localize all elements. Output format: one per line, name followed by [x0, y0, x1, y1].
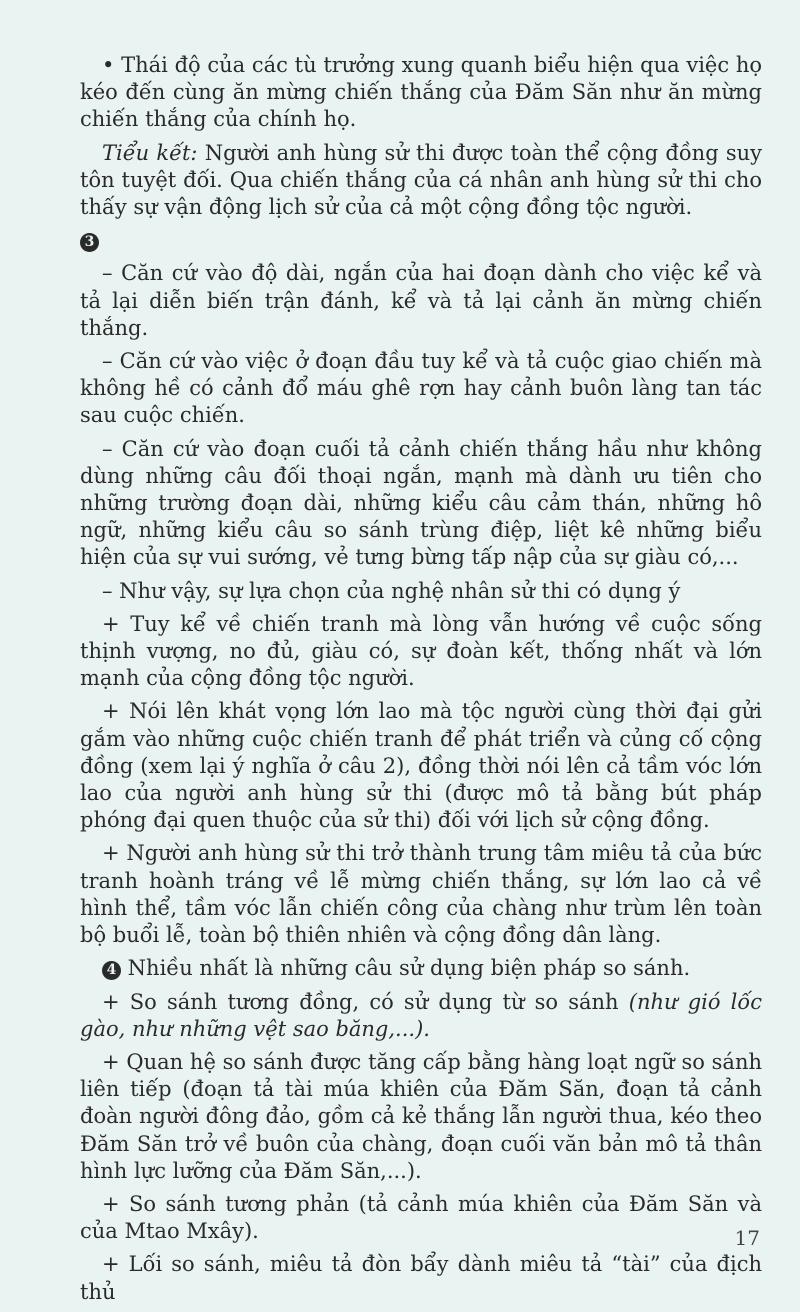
section-marker-3	[80, 227, 762, 254]
circled-number-4: 4	[102, 961, 121, 980]
similarity-text: + So sánh tương đồng, có sử dụng từ so sánh	[102, 989, 629, 1014]
paragraph-point-prosperity: + Tuy kể về chiến tranh mà lòng vẫn hướng về cuộc sống thịnh vượng, no đủ, giàu có, sự đoàn kết, thống nhất và lớn mạnh của cộng đồng tộc người.	[80, 611, 762, 691]
paragraph-comparison-intro	[80, 955, 762, 982]
paragraph-basis-ending: – Căn cứ vào đoạn cuối tả cảnh chiến thắng hầu như không dùng những câu đối thoại ngắn, mạnh mà dành ưu tiên cho những trường đoạn dài, những kiểu câu cảm thán, những hô ngữ, những kiểu câu so sánh trùng điệp, liệt kê những biểu hiện của sự vui sướng, vẻ tưng bừng tấp nập của sự giàu có,...	[80, 436, 762, 570]
paragraph-point-hero: + Người anh hùng sử thi trở thành trung tâm miêu tả của bức tranh hoành tráng về lễ mừng chiến thắng, sự lớn lao cả về hình thể, tầm vóc lẫn chiến công của chàng như trùm lên toàn bộ buổi lễ, toàn bộ thiên nhiên và cộng đồng dân làng.	[80, 841, 762, 948]
summary-text: Người anh hùng sử thi được toàn thể cộng đồng suy tôn tuyệt đối. Qua chiến thắng của cá nhân anh hùng sử thi cho thấy sự vận động lịch sử của cả một cộng đồng tộc người.	[80, 140, 762, 220]
comparison-intro-text: Nhiều nhất là những câu sử dụng biện pháp so sánh.	[121, 956, 691, 981]
page-number: 17	[734, 1226, 760, 1250]
circled-number-3: 3	[80, 233, 99, 252]
page-content	[80, 52, 762, 1312]
paragraph-basis-length: – Căn cứ vào độ dài, ngắn của hai đoạn dành cho việc kể và tả lại diễn biến trận đánh, kể và tả lại cảnh ăn mừng chiến thắng.	[80, 261, 762, 340]
paragraph-similarity	[80, 989, 762, 1043]
paragraph-leverage: + Lối so sánh, miêu tả đòn bẩy dành miêu tả “tài” của địch thủ	[80, 1252, 762, 1304]
summary-label: Tiểu kết:	[102, 140, 198, 165]
paragraph-point-aspiration: + Nói lên khát vọng lớn lao mà tộc người cùng thời đại gửi gắm vào những cuộc chiến tranh để phát triển và củng cố cộng đồng (xem lại ý nghĩa ở câu 2), đồng thời nói lên cả tầm vóc lớn lao của người anh hùng sử thi (được mô tả bằng bút pháp phóng đại quen thuộc của sử thi) đối với lịch sử cộng đồng.	[80, 699, 762, 833]
paragraph-chieftains: • Thái độ của các tù trưởng xung quanh biểu hiện qua việc họ kéo đến cùng ăn mừng chiến thắng của Đăm Săn như ăn mừng chiến thắng của chính họ.	[80, 53, 762, 132]
similarity-examples: (như gió lốc gào, như những vệt sao băng,...).	[80, 989, 763, 1041]
paragraph-contrast: + So sánh tương phản (tả cảnh múa khiên của Đăm Săn và của Mtao Mxây).	[80, 1191, 762, 1244]
paragraph-summary	[80, 140, 762, 222]
paragraph-escalation: + Quan hệ so sánh được tăng cấp bằng hàng loạt ngữ so sánh liên tiếp (đoạn tả tài múa khiên của Đăm Săn, đoạn tả cảnh đoàn người đông đảo, gồm cả kẻ thắng lẫn người thua, kéo theo Đăm Săn trở về buôn của chàng, đoạn cuối văn bản mô tả thân hình lực lưỡng của Đăm Săn,...).	[80, 1049, 762, 1183]
paragraph-intention: – Như vậy, sự lựa chọn của nghệ nhân sử thi có dụng ý	[102, 578, 681, 603]
paragraph-basis-opening: – Căn cứ vào việc ở đoạn đầu tuy kể và tả cuộc giao chiến mà không hề có cảnh đổ máu ghê rợn hay cảnh buôn làng tan tác sau cuộc chiến.	[80, 349, 762, 428]
